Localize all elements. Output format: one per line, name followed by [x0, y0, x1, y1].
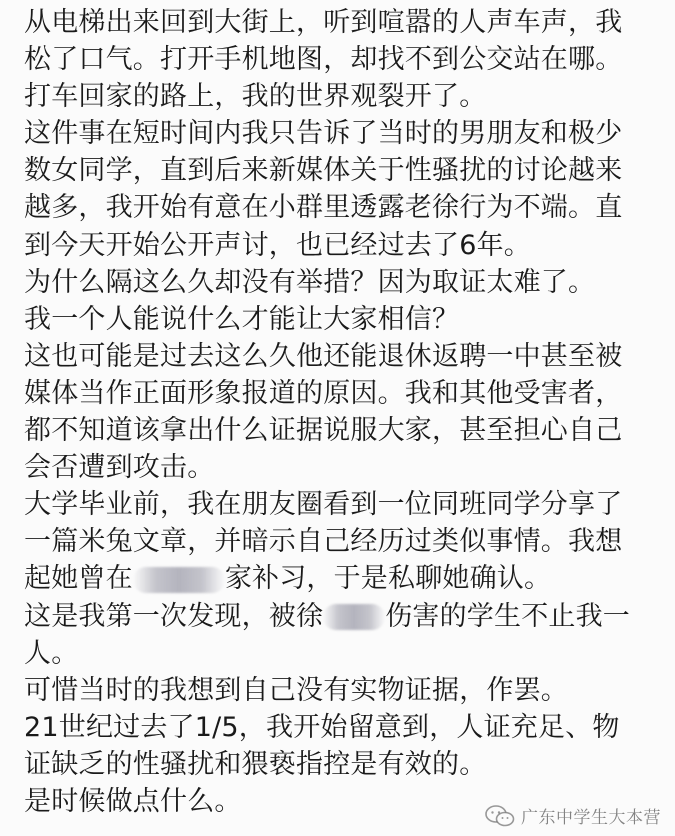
text-line: 媒体当作正面形象报道的原因。我和其他受害者， — [24, 377, 623, 409]
text-segment: 家补习，于是私聊她确认。 — [224, 563, 552, 595]
text-line-redacted — [24, 560, 664, 597]
text-line: 21世纪过去了1/5，我开始留意到，人证充足、物 — [24, 711, 620, 743]
text-line: 越多，我开始有意在小群里透露老徐行为不端。直 — [24, 192, 623, 224]
watermark — [485, 803, 661, 828]
text-line-redacted — [24, 598, 664, 635]
article-text — [24, 4, 664, 820]
text-line: 可惜当时的我想到自己没有实物证据，作罢。 — [24, 674, 568, 706]
redaction-blur — [133, 567, 225, 593]
text-line: 人。 — [24, 637, 79, 669]
text-line: 松了口气。打开手机地图，却找不到公交站在哪。 — [24, 44, 623, 76]
text-line: 一篇米兔文章，并暗示自己经历过类似事情。我想 — [24, 526, 623, 558]
text-line: 大学毕业前，我在朋友圈看到一位同班同学分享了 — [24, 489, 623, 521]
text-line: 我一个人能说什么才能让大家相信？ — [24, 303, 460, 335]
text-segment: 这是我第一次发现，被徐 — [24, 600, 324, 632]
text-line: 证缺乏的性骚扰和猥亵指控是有效的。 — [24, 748, 487, 780]
text-line: 都不知道该拿出什么证据说服大家，甚至担心自己 — [24, 415, 623, 447]
text-line: 会否遭到攻击。 — [24, 452, 215, 484]
text-line: 这件事在短时间内我只告诉了当时的男朋友和极少 — [24, 118, 623, 150]
wechat-icon — [485, 805, 515, 827]
text-segment: 起她曾在 — [24, 563, 133, 595]
redaction-blur — [323, 604, 385, 630]
text-segment: 伤害的学生不止我一 — [385, 600, 631, 632]
watermark-text: 广东中学生大本营 — [521, 808, 661, 828]
text-line: 数女同学，直到后来新媒体关于性骚扰的讨论越来 — [24, 155, 623, 187]
text-line: 打车回家的路上，我的世界观裂开了。 — [24, 81, 487, 113]
text-line: 到今天开始公开声讨，也已经过去了6年。 — [24, 229, 531, 261]
text-line: 从电梯出来回到大街上，听到喧嚣的人声车声，我 — [24, 7, 623, 38]
text-line: 这也可能是过去这么久他还能退休返聘一中甚至被 — [24, 340, 623, 372]
text-line: 是时候做点什么。 — [24, 785, 242, 817]
text-line: 为什么隔这么久却没有举措？因为取证太难了。 — [24, 266, 596, 298]
